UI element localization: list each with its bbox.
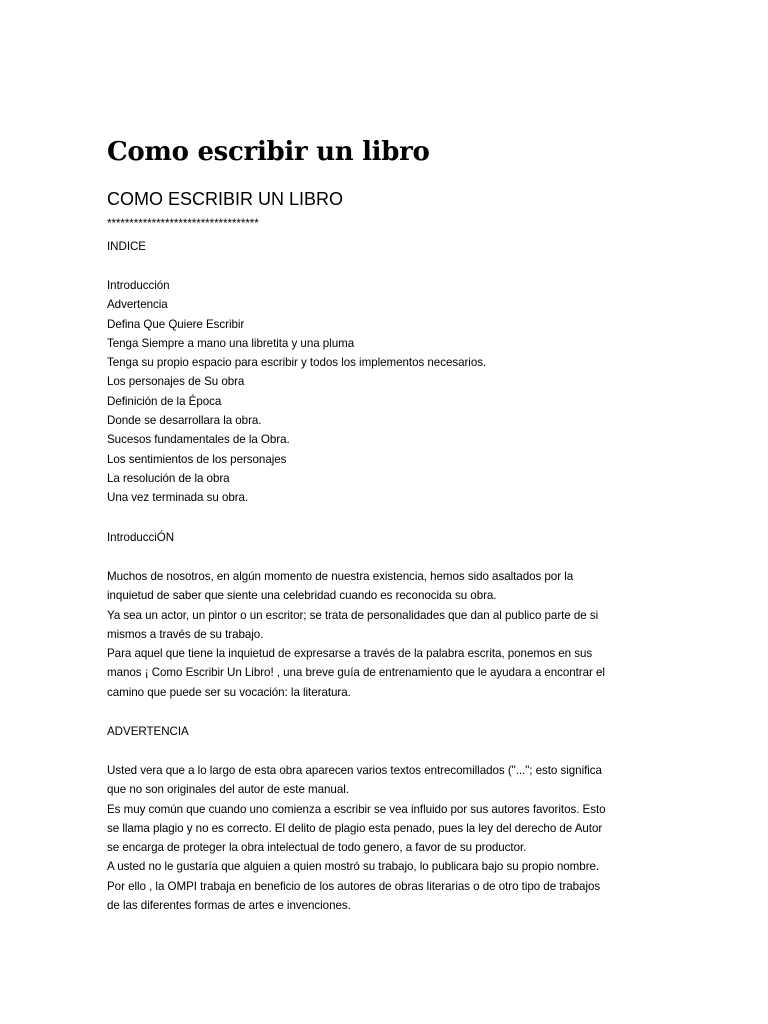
- paragraph-line: se llama plagio y no es correcto. El delito de plagio esta penado, pues la ley del derecho de Autor: [107, 821, 603, 835]
- table-of-contents: [107, 276, 486, 508]
- indice-heading: INDICE: [107, 240, 146, 253]
- paragraph-line: se encarga de proteger la obra intelectual de todo genero, a favor de su productor.: [107, 841, 527, 855]
- toc-item: Una vez terminada su obra.: [107, 491, 249, 505]
- advertencia-paragraph: [107, 761, 667, 915]
- toc-item: Tenga Siempre a mano una libretita y una pluma: [107, 336, 355, 350]
- toc-item: Introducción: [107, 279, 170, 292]
- separator-line: **********************************: [107, 217, 259, 230]
- paragraph-line: Es muy común que cuando uno comienza a escribir se vea influido por sus autores favoritos. Esto: [107, 802, 606, 816]
- paragraph-line: Por ello , la OMPI trabaja en beneficio de los autores de obras literarias o de otro tipo de trabajos: [107, 879, 601, 893]
- paragraph-line: Para aquel que tiene la inquietud de expresarse a través de la palabra escrita, ponemos en sus: [107, 647, 593, 661]
- paragraph-line: inquietud de saber que siente una celebridad cuando es reconocida su obra.: [107, 589, 497, 603]
- paragraph-line: mismos a través de su trabajo.: [107, 627, 264, 641]
- paragraph-line: camino que puede ser su vocación: la literatura.: [107, 685, 351, 699]
- paragraph-line: Usted vera que a lo largo de esta obra aparecen varios textos entrecomillados ("..."; esto significa: [107, 764, 602, 777]
- toc-item: Los personajes de Su obra: [107, 375, 245, 389]
- toc-item: Los sentimientos de los personajes: [107, 452, 287, 466]
- intro-paragraph: [107, 567, 667, 702]
- paragraph-line: Muchos de nosotros, en algún momento de nuestra existencia, hemos sido asaltados por la: [107, 570, 574, 583]
- paragraph-line: de las diferentes formas de artes e invenciones.: [107, 899, 351, 913]
- paragraph-line: manos ¡ Como Escribir Un Libro! , una breve guía de entrenamiento que le ayudara a encontrar el: [107, 666, 605, 680]
- toc-item: Advertencia: [107, 298, 168, 312]
- document-title: Como escribir un libro: [107, 137, 430, 167]
- intro-heading: IntroducciÓN: [107, 531, 175, 544]
- toc-item: Tenga su propio espacio para escribir y todos los implementos necesarios.: [107, 356, 487, 370]
- toc-item: Defina Que Quiere Escribir: [107, 317, 245, 331]
- toc-item: Donde se desarrollara la obra.: [107, 414, 262, 428]
- paragraph-line: que no son originales del autor de este manual.: [107, 783, 349, 797]
- document-subtitle: COMO ESCRIBIR UN LIBRO: [107, 189, 344, 209]
- paragraph-line: Ya sea un actor, un pintor o un escritor; se trata de personalidades que dan al publico parte de si: [107, 608, 599, 622]
- paragraph-line: A usted no le gustaría que alguien a quien mostró su trabajo, lo publicara bajo su propio nombre.: [107, 860, 600, 874]
- toc-item: La resolución de la obra: [107, 471, 230, 485]
- toc-item: Sucesos fundamentales de la Obra.: [107, 433, 290, 447]
- advertencia-heading: ADVERTENCIA: [107, 725, 189, 738]
- toc-item: Definición de la Época: [107, 394, 222, 408]
